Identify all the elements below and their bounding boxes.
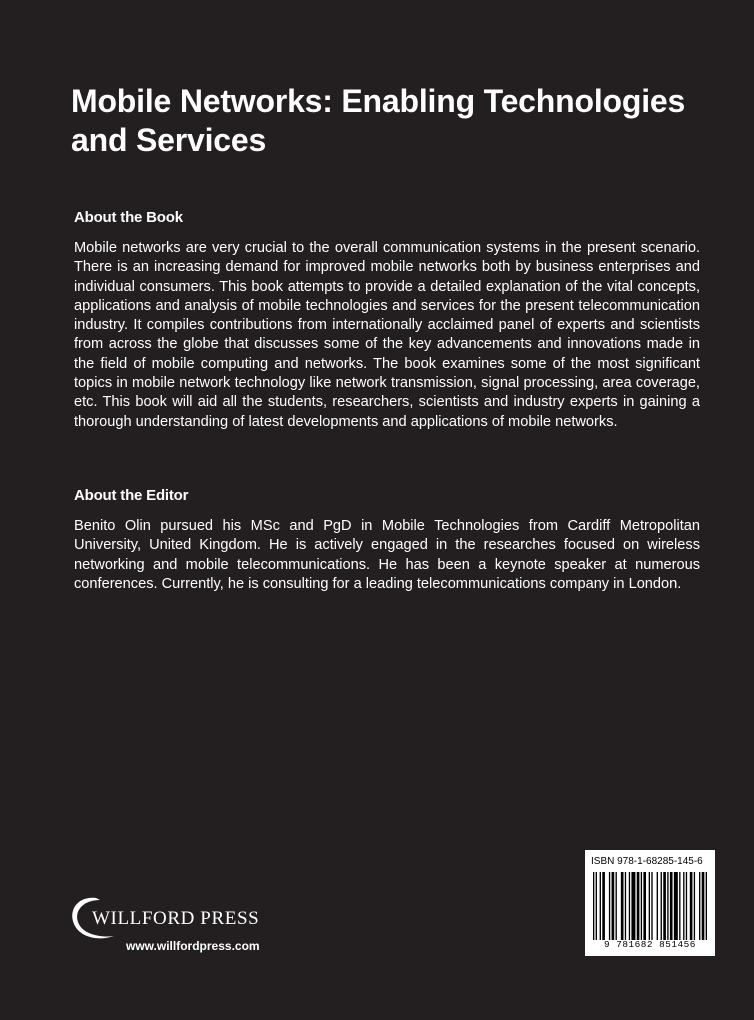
barcode-bar: [629, 872, 630, 940]
about-book-text: Mobile networks are very crucial to the overall communication systems in the present scenario. There is an increasing demand for improved mobile networks both by business enterprises and individual consumers. This book attempts to provide a detailed explanation of the vital concepts, applications and analysis of mobile technologies and services for the present telecommunication industry. It compiles contributions from internationally acclaimed panel of experts and scientists from across the globe that discusses some of the key advancements and innovations made in the field of mobile computing and networks. The book examines some of the most significant topics in mobile network technology like network transmission, signal processing, area coverage, etc. This book will aid all the students, researchers, scientists and industry experts in gaining a thorough understanding of latest developments and applications of mobile networks.: [74, 240, 700, 430]
barcode-digits: 9 781682 851456: [604, 939, 696, 950]
barcode-bar: [661, 872, 662, 940]
barcode-bar: [609, 872, 610, 940]
barcode-bar: [600, 872, 601, 940]
barcode-bar: [679, 872, 680, 940]
barcode-bar: [596, 872, 597, 940]
barcode-bar: [706, 872, 707, 940]
book-title: Mobile Networks: Enabling Technologies and Services: [71, 83, 686, 158]
barcode-bar: [641, 872, 642, 940]
about-book-heading: About the Book: [74, 209, 183, 226]
isbn-label: ISBN 978-1-68285-145-6: [591, 856, 703, 867]
publisher-url: www.willfordpress.com: [126, 939, 260, 953]
barcode-bar: [667, 872, 668, 940]
barcode-bar: [612, 872, 615, 940]
barcode-bar: [686, 872, 687, 940]
barcode-bar: [674, 872, 678, 940]
about-editor-text: Benito Olin pursued his MSc and PgD in Mobile Technologies from Cardiff Metropolitan University, United Kingdom. He is actively engaged in the researches focused on wireless networking and mobile telecommunications. He has been a keynote speaker at numerous conferences. Currently, he is consulting for a leading telecommunications company in London.: [74, 518, 700, 592]
barcode-bar: [670, 872, 673, 940]
barcode-bar: [657, 872, 658, 940]
publisher-logo: [66, 892, 266, 944]
barcode-bar: [699, 872, 700, 940]
publisher-logo-text: WILLFORD PRESS: [92, 908, 260, 929]
barcode-bar: [702, 872, 705, 940]
barcode-bar: [690, 872, 693, 940]
barcode-bar: [602, 872, 605, 940]
barcode-bar: [631, 872, 635, 940]
barcode-bar: [593, 872, 594, 940]
barcode-bar: [616, 872, 617, 940]
barcode-bar: [643, 872, 646, 940]
barcode-bars: [593, 872, 707, 940]
barcode-bar: [683, 872, 684, 940]
isbn-barcode: [585, 850, 715, 956]
barcode-bar: [694, 872, 695, 940]
about-editor-heading: About the Editor: [74, 487, 189, 504]
publisher-block: [66, 892, 286, 962]
barcode-bar: [651, 872, 652, 940]
barcode-bar: [621, 872, 624, 940]
barcode-bar: [637, 872, 640, 940]
barcode-bar: [663, 872, 666, 940]
barcode-bar: [625, 872, 626, 940]
barcode-bar: [649, 872, 650, 940]
